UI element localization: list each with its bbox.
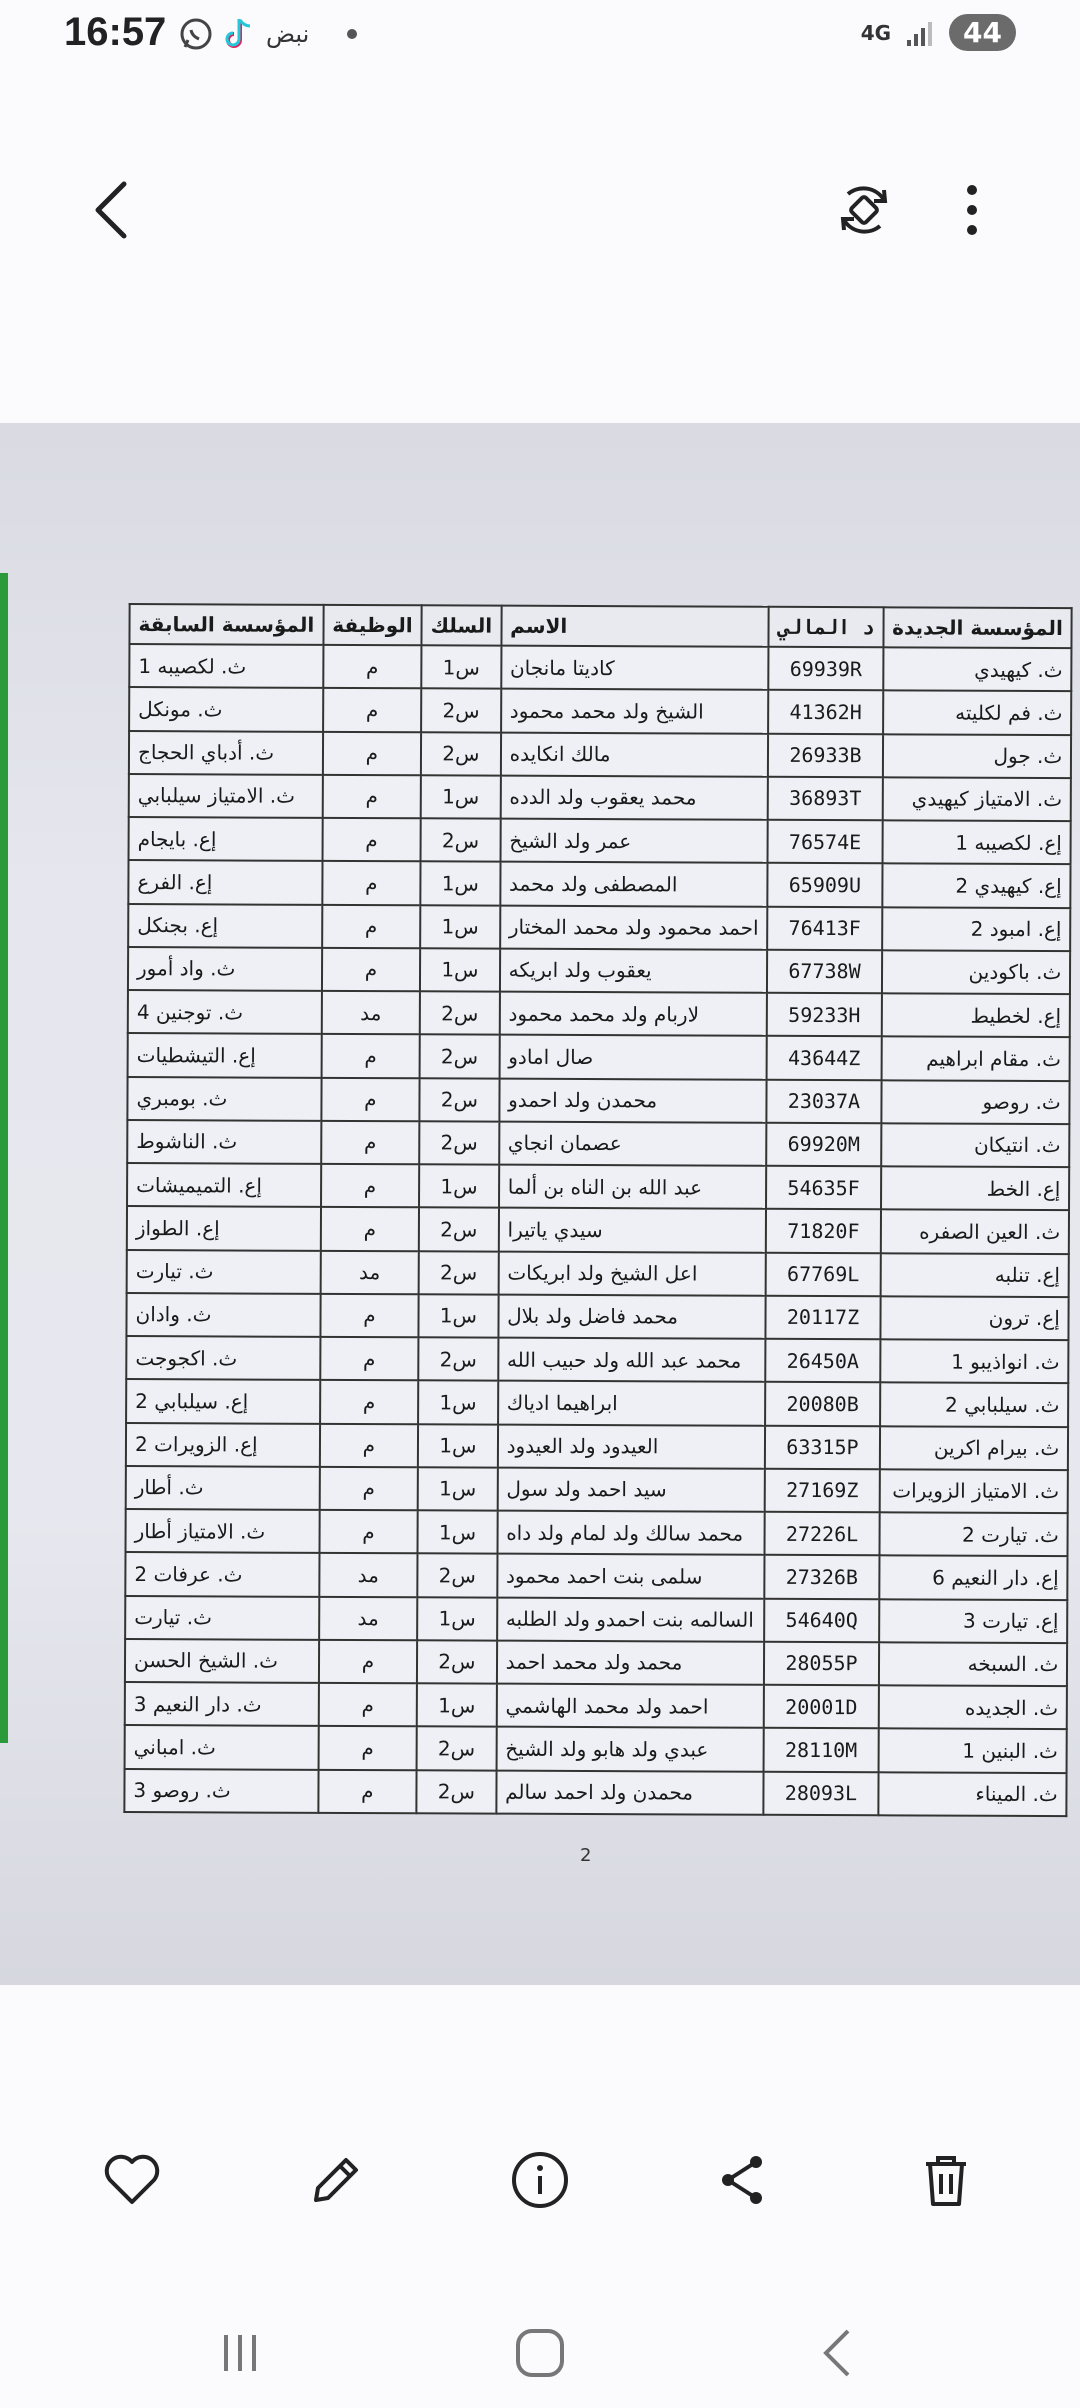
cell-prev-institution: ث. تيارت [125, 1596, 319, 1640]
cell-id: 69920M [767, 1123, 882, 1167]
green-edge [0, 573, 8, 1743]
cell-rank: س1 [420, 948, 500, 992]
cell-id: 36893T [768, 777, 883, 821]
cell-name: محمدن ولد احمد سالم [496, 1770, 764, 1815]
cell-new-institution: ث. الامتياز كيهيدي [882, 777, 1071, 821]
cell-job: م [322, 861, 421, 905]
table-row [128, 990, 1070, 1037]
cell-name: محمد سالك ولد لمام ولد داه [497, 1511, 765, 1555]
cell-rank: س1 [420, 862, 500, 906]
cell-rank: س2 [420, 991, 500, 1035]
cell-rank: س2 [417, 1727, 497, 1771]
cell-name: السالمه بنت احمدو ولد الطلبه [497, 1597, 765, 1641]
cell-job: م [323, 645, 422, 689]
header-job: الوظيفة [323, 605, 422, 645]
cell-name: اعل الشيخ ولد ابريكات [498, 1251, 766, 1295]
cell-id: 27326B [765, 1555, 880, 1599]
cell-new-institution: ث. روصو [881, 1080, 1070, 1124]
viewer-top-bar [0, 150, 1080, 270]
tiktok-icon [224, 16, 256, 52]
cell-name: محمد فاضل ولد بلال [498, 1294, 766, 1338]
cell-rank: س2 [416, 1770, 496, 1814]
cell-name: المصطفى ولد محمد [500, 862, 768, 906]
cell-new-institution: ث. البنين 1 [878, 1729, 1067, 1773]
table-row [127, 1206, 1069, 1253]
table-row [127, 1163, 1069, 1210]
cell-job: م [321, 1034, 420, 1078]
header-rank: السلك [422, 605, 502, 645]
cell-new-institution: إع. تنلبه [880, 1253, 1069, 1297]
cell-name: عبدي ولد هابو ولد الشيخ [496, 1727, 764, 1771]
home-icon [510, 2323, 570, 2383]
table-row [129, 817, 1071, 864]
cell-new-institution: ث. مقام ابراهيم [881, 1037, 1070, 1081]
cell-rank: س1 [421, 775, 501, 819]
cell-new-institution: إع. الخط [881, 1166, 1070, 1210]
cell-new-institution: ث. سيلبابي 2 [880, 1383, 1069, 1427]
cell-id: 63315P [765, 1425, 880, 1469]
cell-job: م [320, 1423, 419, 1467]
cell-id: 28110M [764, 1728, 879, 1772]
recents-icon [210, 2323, 270, 2383]
header-new-institution: المؤسسة الجديدة [883, 607, 1072, 648]
cell-rank: س2 [419, 1121, 499, 1165]
table-row [125, 1682, 1067, 1729]
cell-id: 67769L [766, 1252, 881, 1296]
cell-prev-institution: ث. اكجوجت [126, 1336, 320, 1380]
cell-job: م [321, 1077, 420, 1121]
cell-id: 20080B [765, 1382, 880, 1426]
cell-rank: س1 [418, 1510, 498, 1554]
table-row [129, 731, 1071, 778]
table-row [125, 1552, 1067, 1599]
cell-job: م [320, 1380, 419, 1424]
table-row [128, 860, 1070, 907]
cell-rank: س2 [421, 732, 501, 776]
cell-new-institution: ث. فم لكليته [883, 691, 1072, 735]
cell-id: 23037A [767, 1079, 882, 1123]
cell-id: 76413F [767, 906, 882, 950]
cell-job: م [322, 948, 421, 992]
cell-name: سيدي ياتيرا [498, 1208, 766, 1252]
cell-name: يعقوب ولد ابريكه [500, 948, 768, 992]
auto-rotate-button[interactable] [828, 174, 900, 246]
cell-new-institution: ث. انتيكان [881, 1123, 1070, 1167]
cell-rank: س1 [420, 905, 500, 949]
cell-job: م [318, 1726, 417, 1770]
info-icon [508, 2148, 572, 2212]
cell-id: 26450A [766, 1339, 881, 1383]
header-name: الاسم [501, 606, 769, 647]
cell-id: 26933B [768, 733, 883, 777]
cell-prev-institution: إع. بايجام [129, 817, 323, 861]
cell-prev-institution: ث. أطار [126, 1466, 320, 1510]
cell-job: م [322, 904, 421, 948]
cell-rank: س2 [419, 1208, 499, 1252]
cell-job: م [323, 731, 422, 775]
cell-id: 76574E [768, 820, 883, 864]
recent-apps-button[interactable] [200, 2318, 280, 2388]
cell-new-institution: إع. دار النعيم 6 [879, 1556, 1068, 1600]
cell-prev-institution: ث. لكصيبه 1 [129, 644, 323, 688]
cell-job: م [320, 1337, 419, 1381]
cell-id: 65909U [768, 863, 883, 907]
cell-rank: س2 [420, 1078, 500, 1122]
cell-name: عبد الله بن الناه بن ألما [499, 1165, 767, 1209]
cell-id: 54635F [766, 1166, 881, 1210]
cell-job: م [319, 1467, 418, 1511]
cell-prev-institution: ث. الشيخ الحسن [125, 1639, 319, 1683]
cell-name: سلمى بنت احمد محمود [497, 1554, 765, 1598]
cell-rank: س1 [419, 1294, 499, 1338]
trash-icon [914, 2148, 978, 2212]
cell-rank: س2 [419, 1251, 499, 1295]
edit-button[interactable] [296, 2140, 376, 2220]
back-button[interactable] [80, 170, 150, 250]
cell-name: سيد احمد ولد سول [497, 1467, 765, 1511]
share-button[interactable] [702, 2140, 782, 2220]
table-row [127, 1120, 1069, 1167]
cell-name: لاربام ولد محمد محمود [499, 992, 767, 1036]
delete-button[interactable] [906, 2140, 986, 2220]
notification-icons [178, 16, 357, 52]
cell-job: مد [320, 1250, 419, 1294]
cell-prev-institution: ث. مونكل [129, 687, 323, 731]
cell-prev-institution: ث. امباني [125, 1725, 319, 1769]
cell-name: عمر ولد الشيخ [500, 819, 768, 863]
cell-name: محمدن ولد احمدو [499, 1078, 767, 1122]
viewer-bottom-bar [0, 2130, 1080, 2230]
cell-new-institution: ث. الميناء [878, 1772, 1067, 1816]
cell-new-institution: إع. لخطيط [881, 993, 1070, 1037]
cell-new-institution: ث. السبخه [879, 1642, 1068, 1686]
cell-rank: س1 [421, 645, 501, 689]
cell-job: م [322, 775, 421, 819]
cell-id: 54640Q [764, 1598, 879, 1642]
status-bar [0, 0, 1080, 80]
cell-rank: س1 [418, 1467, 498, 1511]
network-type: 4G [860, 20, 892, 45]
cell-job: م [320, 1294, 419, 1338]
table-row [129, 774, 1071, 821]
signal-icon [905, 18, 935, 48]
table-row [126, 1293, 1068, 1340]
cell-new-institution: ث. كيهيدي [883, 647, 1072, 691]
heart-icon [100, 2148, 164, 2212]
cell-prev-institution: ث. وادان [126, 1293, 320, 1337]
cell-prev-institution: ث. أدباي الحجاج [129, 731, 323, 775]
details-button[interactable] [500, 2140, 580, 2220]
pencil-icon [304, 2148, 368, 2212]
cell-id: 27226L [765, 1512, 880, 1556]
cell-id: 28055P [764, 1642, 879, 1686]
document-photo[interactable] [0, 423, 1080, 1985]
cell-job: مد [319, 1553, 418, 1597]
rotate-icon [828, 174, 900, 246]
cell-job: م [318, 1683, 417, 1727]
cell-prev-institution: إع. الفرع [128, 860, 322, 904]
cell-job: م [321, 1164, 420, 1208]
page-number: 2 [580, 1845, 592, 1866]
cell-rank: س1 [418, 1424, 498, 1468]
app-notification-label: نبض [266, 20, 310, 48]
cell-job: م [319, 1640, 418, 1684]
cell-new-institution: إع. كيهيدي 2 [882, 864, 1071, 908]
cell-prev-institution: إع. التميميشات [127, 1163, 321, 1207]
cell-prev-institution: إع. الطواز [127, 1206, 321, 1250]
more-options-button[interactable] [942, 174, 1002, 246]
system-nav-bar [0, 2300, 1080, 2408]
table-row [128, 904, 1070, 951]
cell-rank: س2 [417, 1640, 497, 1684]
cell-job: م [318, 1769, 417, 1813]
table-row [129, 644, 1071, 691]
cell-new-institution: ث. باكودين [882, 950, 1071, 994]
table-row [124, 1769, 1066, 1817]
cell-new-institution: إع. تيارت 3 [879, 1599, 1068, 1643]
cell-new-institution: ث. الجديده [878, 1685, 1067, 1729]
table-row [128, 947, 1070, 994]
cell-new-institution: ث. انواذيبو 1 [880, 1339, 1069, 1383]
cell-job: م [321, 1121, 420, 1165]
cell-prev-institution: ث. دار النعيم 3 [125, 1682, 319, 1726]
table-row [128, 1033, 1070, 1080]
whatsapp-icon [178, 16, 214, 52]
cell-rank: س2 [417, 1554, 497, 1598]
share-icon [710, 2148, 774, 2212]
cell-prev-institution: ث. تيارت [127, 1250, 321, 1294]
cell-name: كاديتا مانجان [501, 646, 769, 690]
table-row [126, 1423, 1068, 1470]
table-row [125, 1639, 1067, 1686]
cell-prev-institution: ث. الناشوط [127, 1120, 321, 1164]
cell-new-institution: إع. ترون [880, 1296, 1069, 1340]
table-row [126, 1509, 1068, 1556]
cell-prev-institution: إع. بجنكل [128, 904, 322, 948]
table-row [127, 1250, 1069, 1297]
cell-id: 27169Z [765, 1469, 880, 1513]
more-vertical-icon [942, 174, 1002, 246]
cell-rank: س1 [418, 1381, 498, 1425]
cell-id: 20117Z [766, 1296, 881, 1340]
cell-rank: س1 [417, 1683, 497, 1727]
cell-name: عصمان انجاي [499, 1121, 767, 1165]
cell-prev-institution: إع. سيلبابي 2 [126, 1379, 320, 1423]
cell-id: 28093L [764, 1771, 879, 1815]
cell-job: م [323, 688, 422, 732]
cell-id: 69939R [769, 647, 884, 691]
chevron-left-icon [80, 170, 150, 250]
cell-rank: س2 [421, 818, 501, 862]
favorite-button[interactable] [92, 2140, 172, 2220]
transfer-table [123, 603, 1073, 1817]
cell-prev-institution: ث. الامتياز سيلبابي [129, 774, 323, 818]
cell-job: مد [319, 1596, 418, 1640]
cell-name: احمد ولد محمد الهاشمي [496, 1684, 764, 1728]
cell-prev-institution: ث. بومبري [127, 1077, 321, 1121]
more-notifications-dot [347, 29, 357, 39]
table-body [124, 644, 1071, 1816]
cell-id: 43644Z [767, 1036, 882, 1080]
cell-new-institution: ث. جول [883, 734, 1072, 778]
cell-name: الشيخ ولد محمد محمود [501, 689, 769, 733]
home-button[interactable] [500, 2318, 580, 2388]
cell-prev-institution: ث. الامتياز أطار [126, 1509, 320, 1553]
cell-rank: س1 [417, 1597, 497, 1641]
table-row [126, 1466, 1068, 1513]
cell-new-institution: ث. العين الصفره [880, 1210, 1069, 1254]
cell-name: مالك انكايده [501, 732, 769, 776]
back-chevron-icon [810, 2323, 870, 2383]
cell-id: 67738W [767, 950, 882, 994]
cell-prev-institution: ث. عرفات 2 [125, 1552, 319, 1596]
system-back-button[interactable] [800, 2318, 880, 2388]
cell-id: 20001D [764, 1685, 879, 1729]
cell-prev-institution: إع. التيشطيات [128, 1033, 322, 1077]
cell-name: العيدود ولد العيدود [498, 1424, 766, 1468]
cell-rank: س2 [420, 1035, 500, 1079]
table-row [126, 1379, 1068, 1426]
header-prev-institution: المؤسسة السابقة [129, 604, 323, 645]
cell-new-institution: إع. امبود 2 [882, 907, 1071, 951]
document-table-wrap [123, 603, 1063, 1817]
cell-prev-institution: إع. الزويرات 2 [126, 1423, 320, 1467]
table-row [127, 1077, 1069, 1124]
cell-prev-institution: ث. روصو 3 [124, 1769, 318, 1813]
table-row [125, 1596, 1067, 1643]
header-id: د المالي [769, 607, 884, 647]
cell-name: محمد ولد محمد احمد [497, 1640, 765, 1684]
table-row [125, 1725, 1067, 1772]
table-row [129, 687, 1071, 734]
cell-id: 59233H [767, 993, 882, 1037]
cell-id: 71820F [766, 1209, 881, 1253]
cell-name: محمد عبد الله ولد حبيب الله [498, 1338, 766, 1382]
cell-job: م [319, 1510, 418, 1554]
cell-rank: س1 [419, 1164, 499, 1208]
table-row [126, 1336, 1068, 1383]
cell-rank: س2 [418, 1337, 498, 1381]
cell-name: محمد يعقوب ولد الدده [500, 775, 768, 819]
table-header-row [129, 604, 1071, 648]
cell-prev-institution: ث. واد أمور [128, 947, 322, 991]
cell-prev-institution: ث. توجنين 4 [128, 990, 322, 1034]
cell-name: ابراهيما ادياك [498, 1381, 766, 1425]
battery-level: 44 [949, 14, 1016, 51]
cell-job: م [322, 818, 421, 862]
cell-job: مد [321, 991, 420, 1035]
status-right [861, 14, 1016, 51]
cell-id: 41362H [768, 690, 883, 734]
cell-name: احمد محمود ولد محمد المختار [500, 905, 768, 949]
cell-name: صال امادو [499, 1035, 767, 1079]
cell-new-institution: ث. تيارت 2 [879, 1512, 1068, 1556]
cell-job: م [321, 1207, 420, 1251]
cell-rank: س2 [421, 689, 501, 733]
status-time: 16:57 [64, 10, 167, 54]
cell-new-institution: إع. لكصيبه 1 [882, 820, 1071, 864]
cell-new-institution: ث. الامتياز الزويرات [879, 1469, 1068, 1513]
cell-new-institution: ث. بيرام اكرين [880, 1426, 1069, 1470]
